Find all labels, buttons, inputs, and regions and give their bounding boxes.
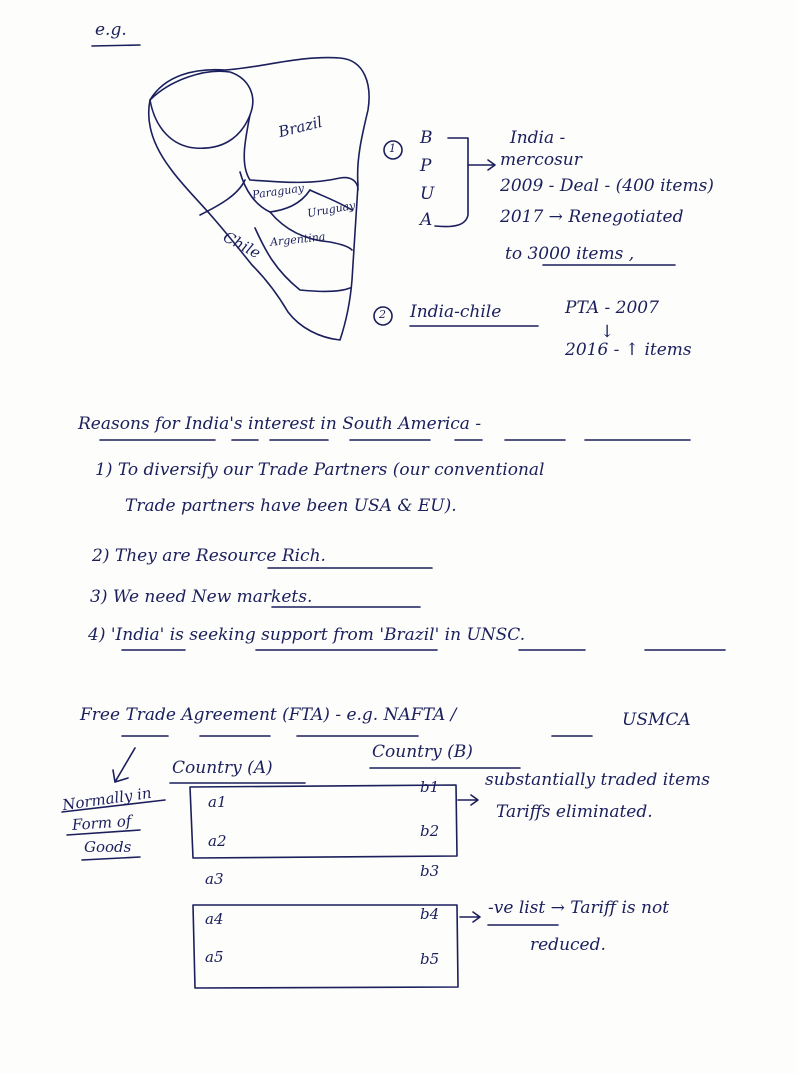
country-a: Country (A) [172, 758, 273, 778]
mercosur-line-5: to 3000 items , [505, 244, 635, 264]
india-chile-label: India-chile [410, 302, 502, 322]
mercosur-line-4: 2017 → Renegotiated [500, 207, 684, 227]
members-bracket [435, 138, 468, 227]
pta-update: 2016 - ↑ items [565, 340, 692, 360]
reason-1-line-2: Trade partners have been USA & EU). [125, 496, 457, 516]
box2-arrow [460, 912, 480, 922]
item-a3: a3 [205, 870, 224, 888]
number-1: 1 [389, 142, 396, 155]
normally-line-1: Normally in [61, 783, 153, 815]
reason-1-line-1: 1) To diversify our Trade Partners (our conventional [95, 460, 545, 480]
member-a: A [420, 210, 433, 230]
normally-line-2: Form of [71, 811, 132, 835]
number-2: 2 [379, 308, 386, 321]
example-label: e.g. [95, 20, 127, 40]
country-b: Country (B) [372, 742, 473, 762]
normally-line-3: Goods [84, 838, 132, 856]
item-b1: b1 [420, 778, 440, 796]
map-label-chile: Chile [220, 227, 264, 263]
member-u: U [420, 184, 435, 204]
map-label-brazil: Brazil [276, 112, 325, 142]
mercosur-line-3: 2009 - Deal - (400 items) [500, 176, 714, 196]
fta-heading: Free Trade Agreement (FTA) - e.g. NAFTA / [80, 705, 457, 725]
item-a1: a1 [208, 793, 227, 811]
bracket-arrow [468, 160, 495, 170]
box2-note-2: reduced. [530, 935, 606, 955]
mercosur-line-1: India - [510, 128, 566, 148]
fta-usmca: USMCA [622, 710, 691, 730]
pta-year: PTA - 2007 [565, 298, 659, 318]
item-a4: a4 [205, 910, 224, 928]
box1-note-1: substantially traded items [485, 770, 710, 790]
map-label-uruguay: Uruguay [306, 198, 357, 221]
box1-arrow [458, 795, 478, 805]
member-b: B [420, 128, 433, 148]
box1-note-2: Tariffs eliminated. [496, 802, 653, 822]
item-b4: b4 [420, 905, 440, 923]
item-a5: a5 [205, 948, 224, 966]
example-underline [92, 45, 140, 46]
item-b3: b3 [420, 862, 440, 880]
reasons-heading: Reasons for India's interest in South America - [78, 414, 482, 434]
box-2 [193, 905, 458, 988]
pta-arrow: ↓ [600, 322, 615, 342]
map-label-paraguay: Paraguay [251, 181, 305, 202]
item-b5: b5 [420, 950, 440, 968]
reason-3: 3) We need New markets. [90, 587, 313, 607]
normally-arrow [113, 748, 135, 782]
map-label-argentina: Argentina [269, 230, 326, 249]
box2-note-1: -ve list → Tariff is not [488, 898, 670, 918]
item-b2: b2 [420, 822, 440, 840]
reason-2: 2) They are Resource Rich. [92, 546, 326, 566]
member-p: P [420, 156, 432, 176]
mercosur-line-2: mercosur [500, 150, 582, 170]
box-1 [190, 785, 457, 858]
item-a2: a2 [208, 832, 227, 850]
reason-4: 4) 'India' is seeking support from 'Brazil' in UNSC. [88, 625, 526, 645]
